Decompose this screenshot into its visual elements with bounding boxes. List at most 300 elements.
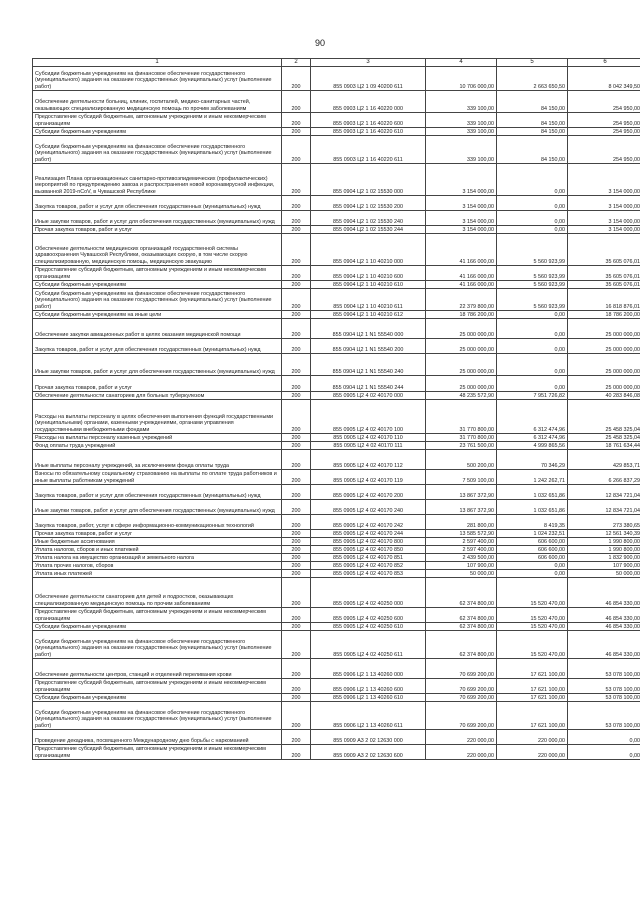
row-kbk: 855 0904 Ц2 1 10 40210 611: [311, 289, 426, 311]
row-plan: 70 699 200,00: [426, 679, 497, 694]
row-plan: 2 597 400,00: [426, 546, 497, 554]
row-executed: 5 560 923,99: [497, 266, 568, 281]
table-row: [33, 196, 640, 211]
row-remaining: 46 854 330,00: [568, 631, 640, 659]
row-plan: 62 374 800,00: [426, 623, 497, 631]
row-remaining: 25 000 000,00: [568, 339, 640, 354]
row-name: Расходы на выплаты персоналу в целях обеспечения выполнения функций государственными (муниципальными) органами, казенными учреждениями, органами управления государственными внебюджетными фондами: [33, 400, 282, 434]
row-remaining: 1 832 900,00: [568, 554, 640, 562]
row-name: Обеспечение деятельности больниц, клиник, госпиталей, медико-санитарных частей, оказывающих специализированную медицинскую помощь по прочим заболеваниям: [33, 91, 282, 113]
row-code: 200: [282, 67, 311, 91]
row-name: Субсидии бюджетным учреждениям на финансовое обеспечение государственного (муниципального) задания на оказание государственных (муниципальных) услуг (выполнение работ): [33, 136, 282, 164]
row-name: Субсидии бюджетным учреждениям на иные цели: [33, 311, 282, 319]
table-row: [33, 694, 640, 702]
row-remaining: 6 266 837,29: [568, 470, 640, 485]
table-row: [33, 376, 640, 392]
row-remaining: 40 283 846,08: [568, 392, 640, 400]
row-code: 200: [282, 196, 311, 211]
row-remaining: 35 605 076,01: [568, 281, 640, 289]
row-code: 200: [282, 434, 311, 442]
row-remaining: 254 950,00: [568, 128, 640, 136]
row-name: Проведение декадника, посвященного Международному дню борьбы с наркоманией: [33, 730, 282, 745]
row-remaining: 35 605 076,01: [568, 234, 640, 266]
table-row: [33, 546, 640, 554]
row-remaining: 12 834 721,04: [568, 500, 640, 515]
row-plan: 23 761 500,00: [426, 442, 497, 450]
table-row: [33, 226, 640, 234]
table-row: [33, 500, 640, 515]
row-executed: 1 024 232,51: [497, 530, 568, 538]
row-remaining: 254 950,00: [568, 136, 640, 164]
row-executed: 17 621 100,00: [497, 679, 568, 694]
table-row: [33, 623, 640, 631]
header-col-5: 5: [497, 59, 568, 67]
row-plan: 70 699 200,00: [426, 694, 497, 702]
row-code: 200: [282, 442, 311, 450]
row-remaining: 273 380,65: [568, 515, 640, 530]
row-remaining: 1 990 800,00: [568, 546, 640, 554]
row-executed: 1 032 651,86: [497, 500, 568, 515]
row-kbk: 855 0903 Ц2 1 16 40220 611: [311, 136, 426, 164]
row-remaining: 3 154 000,00: [568, 164, 640, 196]
row-executed: 0,00: [497, 562, 568, 570]
row-code: 200: [282, 400, 311, 434]
row-code: 200: [282, 128, 311, 136]
row-code: 200: [282, 702, 311, 730]
row-executed: 0,00: [497, 354, 568, 376]
row-remaining: 3 154 000,00: [568, 196, 640, 211]
header-col-2: 2: [282, 59, 311, 67]
table-row: [33, 442, 640, 450]
row-name: Иные закупки товаров, работ и услуг для обеспечения государственных (муниципальных) нужд: [33, 211, 282, 226]
row-remaining: 254 950,00: [568, 113, 640, 128]
row-code: 200: [282, 530, 311, 538]
row-name: Обеспечение закупки авиационных работ в целях оказания медицинской помощи: [33, 319, 282, 339]
row-remaining: 46 854 330,00: [568, 578, 640, 608]
row-kbk: 855 0906 Ц2 1 13 40260 600: [311, 679, 426, 694]
table-row: [33, 234, 640, 266]
row-name: Обеспечение деятельности санаториев для детей и подростков, оказывающих специализированную медицинскую помощь по прочим заболеваниям: [33, 578, 282, 608]
row-remaining: 12 561 340,39: [568, 530, 640, 538]
row-plan: 62 374 800,00: [426, 608, 497, 623]
row-plan: 25 000 000,00: [426, 339, 497, 354]
row-executed: 606 600,00: [497, 554, 568, 562]
row-remaining: 3 154 000,00: [568, 226, 640, 234]
table-row: [33, 570, 640, 578]
row-kbk: 855 0906 Ц2 1 13 40260 000: [311, 659, 426, 679]
row-plan: 62 374 800,00: [426, 578, 497, 608]
page-number: 90: [314, 38, 325, 48]
row-code: 200: [282, 659, 311, 679]
table-row: [33, 339, 640, 354]
row-plan: 2 439 500,00: [426, 554, 497, 562]
row-executed: 15 520 470,00: [497, 578, 568, 608]
row-kbk: 855 0905 Ц2 4 02 40170 112: [311, 450, 426, 470]
row-executed: 0,00: [497, 196, 568, 211]
header-col-1: 1: [33, 59, 282, 67]
row-name: Закупка товаров, работ, услуг в сфере информационно-коммуникационных технологий: [33, 515, 282, 530]
row-kbk: 855 0903 Ц2 1 16 40220 600: [311, 113, 426, 128]
row-remaining: 25 000 000,00: [568, 319, 640, 339]
row-name: Закупка товаров, работ и услуг для обеспечения государственных (муниципальных) нужд: [33, 485, 282, 500]
row-remaining: 53 078 100,00: [568, 659, 640, 679]
row-executed: 2 663 650,50: [497, 67, 568, 91]
row-name: Обеспечение деятельности центров, станций и отделений переливания крови: [33, 659, 282, 679]
row-code: 200: [282, 281, 311, 289]
row-executed: 6 312 474,96: [497, 434, 568, 442]
row-name: Субсидии бюджетным учреждениям: [33, 694, 282, 702]
table-row: [33, 730, 640, 745]
row-code: 200: [282, 485, 311, 500]
header-col-4: 4: [426, 59, 497, 67]
row-executed: 8 419,35: [497, 515, 568, 530]
row-plan: 13 867 372,90: [426, 500, 497, 515]
row-executed: 6 312 474,96: [497, 400, 568, 434]
row-remaining: 0,00: [568, 745, 640, 760]
row-kbk: 855 0905 Ц2 4 02 40170 110: [311, 434, 426, 442]
row-code: 200: [282, 631, 311, 659]
table-row: [33, 485, 640, 500]
row-name: Предоставление субсидий бюджетным, автономным учреждениям и иным некоммерческим организациям: [33, 266, 282, 281]
row-remaining: 1 990 800,00: [568, 538, 640, 546]
row-remaining: 53 078 100,00: [568, 702, 640, 730]
row-name: Иные закупки товаров, работ и услуг для обеспечения государственных (муниципальных) нужд: [33, 354, 282, 376]
row-plan: 41 166 000,00: [426, 234, 497, 266]
table-row: [33, 745, 640, 760]
row-code: 200: [282, 376, 311, 392]
row-kbk: 855 0904 Ц2 1 02 15530 000: [311, 164, 426, 196]
row-plan: 62 374 800,00: [426, 631, 497, 659]
row-name: Субсидии бюджетным учреждениям: [33, 623, 282, 631]
table-row: [33, 354, 640, 376]
row-executed: 17 621 100,00: [497, 659, 568, 679]
table-row: [33, 289, 640, 311]
row-plan: 22 379 800,00: [426, 289, 497, 311]
row-remaining: 18 761 634,44: [568, 442, 640, 450]
row-plan: 70 699 200,00: [426, 702, 497, 730]
header-col-3: 3: [311, 59, 426, 67]
table-row: [33, 562, 640, 570]
row-code: 200: [282, 136, 311, 164]
row-kbk: 855 0905 Ц2 4 02 40170 850: [311, 546, 426, 554]
row-executed: 0,00: [497, 376, 568, 392]
row-kbk: 855 0905 Ц2 4 02 40170 100: [311, 400, 426, 434]
row-remaining: 254 950,00: [568, 91, 640, 113]
row-kbk: 855 0904 Ц2 1 02 15530 200: [311, 196, 426, 211]
row-plan: 48 235 572,90: [426, 392, 497, 400]
row-code: 200: [282, 623, 311, 631]
table-row: [33, 392, 640, 400]
table-row: [33, 164, 640, 196]
row-kbk: 855 0904 Ц2 1 02 15530 240: [311, 211, 426, 226]
row-executed: 606 600,00: [497, 538, 568, 546]
table-row: [33, 631, 640, 659]
row-plan: 13 585 572,90: [426, 530, 497, 538]
row-executed: 84 150,00: [497, 113, 568, 128]
table-row: [33, 434, 640, 442]
row-plan: 25 000 000,00: [426, 319, 497, 339]
row-name: Предоставление субсидий бюджетным, автономным учреждениям и иным некоммерческим организациям: [33, 679, 282, 694]
table-row: [33, 136, 640, 164]
row-code: 200: [282, 164, 311, 196]
row-name: Взносы по обязательному социальному страхованию на выплаты по оплате труда работников и иные выплаты работникам учреждений: [33, 470, 282, 485]
budget-table: [32, 58, 640, 760]
row-name: Предоставление субсидий бюджетным, автономным учреждениям и иным некоммерческим организациям: [33, 608, 282, 623]
row-plan: 70 699 200,00: [426, 659, 497, 679]
row-executed: 84 150,00: [497, 136, 568, 164]
row-name: Субсидии бюджетным учреждениям: [33, 281, 282, 289]
row-kbk: 855 0903 Ц2 1 09 40200 611: [311, 67, 426, 91]
row-kbk: 855 0905 Ц2 4 02 40170 852: [311, 562, 426, 570]
header-col-6: 6: [568, 59, 640, 67]
row-kbk: 855 0904 Ц2 1 N1 55540 200: [311, 339, 426, 354]
row-plan: 10 706 000,00: [426, 67, 497, 91]
table-row: [33, 67, 640, 91]
table-row: [33, 450, 640, 470]
row-remaining: 107 900,00: [568, 562, 640, 570]
row-name: Иные закупки товаров, работ и услуг для обеспечения государственных (муниципальных) нужд: [33, 500, 282, 515]
row-code: 200: [282, 339, 311, 354]
table-row: [33, 578, 640, 608]
table-row: [33, 608, 640, 623]
row-plan: 3 154 000,00: [426, 226, 497, 234]
row-kbk: 855 0904 Ц2 1 10 40210 610: [311, 281, 426, 289]
row-executed: 84 150,00: [497, 128, 568, 136]
row-kbk: 855 0906 Ц2 1 13 40260 611: [311, 702, 426, 730]
row-plan: 3 154 000,00: [426, 211, 497, 226]
row-kbk: 855 0905 Ц2 4 02 40170 851: [311, 554, 426, 562]
row-name: Субсидии бюджетным учреждениям на финансовое обеспечение государственного (муниципального) задания на оказание государственных (муниципальных) услуг (выполнение работ): [33, 631, 282, 659]
row-executed: 0,00: [497, 164, 568, 196]
table-row: [33, 113, 640, 128]
row-name: Закупка товаров, работ и услуг для обеспечения государственных (муниципальных) нужд: [33, 196, 282, 211]
row-plan: 7 509 100,00: [426, 470, 497, 485]
row-kbk: 855 0904 Ц2 1 10 40210 000: [311, 234, 426, 266]
row-name: Уплата иных платежей: [33, 570, 282, 578]
row-plan: 2 597 400,00: [426, 538, 497, 546]
row-name: Закупка товаров, работ и услуг для обеспечения государственных (муниципальных) нужд: [33, 339, 282, 354]
row-kbk: 855 0905 Ц2 4 02 40250 600: [311, 608, 426, 623]
row-code: 200: [282, 500, 311, 515]
row-executed: 5 560 923,99: [497, 234, 568, 266]
table-row: [33, 319, 640, 339]
row-plan: 25 000 000,00: [426, 376, 497, 392]
table-row: [33, 538, 640, 546]
table-row: [33, 266, 640, 281]
row-name: Фонд оплаты труда учреждений: [33, 442, 282, 450]
row-plan: 50 000,00: [426, 570, 497, 578]
row-kbk: 855 0909 А3 2 02 12630 600: [311, 745, 426, 760]
row-name: Субсидии бюджетным учреждениям на финансовое обеспечение государственного (муниципального) задания на оказание государственных (муниципальных) услуг (выполнение работ): [33, 67, 282, 91]
row-code: 200: [282, 319, 311, 339]
row-plan: 3 154 000,00: [426, 164, 497, 196]
row-remaining: 25 458 325,04: [568, 434, 640, 442]
row-executed: 15 520 470,00: [497, 608, 568, 623]
row-executed: 84 150,00: [497, 91, 568, 113]
row-remaining: 25 000 000,00: [568, 354, 640, 376]
row-remaining: 12 834 721,04: [568, 485, 640, 500]
row-name: Субсидии бюджетным учреждениям на финансовое обеспечение государственного (муниципального) задания на оказание государственных (муниципальных) услуг (выполнение работ): [33, 702, 282, 730]
row-plan: 18 786 200,00: [426, 311, 497, 319]
table-row: [33, 554, 640, 562]
row-plan: 339 100,00: [426, 136, 497, 164]
row-plan: 500 200,00: [426, 450, 497, 470]
row-code: 200: [282, 311, 311, 319]
row-code: 200: [282, 730, 311, 745]
row-code: 200: [282, 226, 311, 234]
row-remaining: 25 458 325,04: [568, 400, 640, 434]
row-remaining: 50 000,00: [568, 570, 640, 578]
row-kbk: 855 0903 Ц2 1 16 40220 000: [311, 91, 426, 113]
row-code: 200: [282, 234, 311, 266]
row-remaining: 53 078 100,00: [568, 679, 640, 694]
row-remaining: 18 786 200,00: [568, 311, 640, 319]
row-executed: 0,00: [497, 570, 568, 578]
row-kbk: 855 0904 Ц2 1 02 15530 244: [311, 226, 426, 234]
row-plan: 339 100,00: [426, 128, 497, 136]
row-kbk: 855 0905 Ц2 4 02 40170 000: [311, 392, 426, 400]
row-name: Расходы на выплаты персоналу казенных учреждений: [33, 434, 282, 442]
row-kbk: 855 0904 Ц2 1 10 40210 600: [311, 266, 426, 281]
row-executed: 15 520 470,00: [497, 631, 568, 659]
row-code: 200: [282, 745, 311, 760]
row-name: Реализация Плана организационных санитарно-противоэпидемических (профилактических) мероприятий по предупреждению завоза и распространения новой коронавирусной инфекции, вызванной 2019-nCoV, в Чувашской Республике: [33, 164, 282, 196]
row-kbk: 855 0905 Ц2 4 02 40170 800: [311, 538, 426, 546]
row-name: Обеспечение деятельности санаториев для больных туберкулезом: [33, 392, 282, 400]
row-executed: 5 560 923,99: [497, 281, 568, 289]
row-remaining: 53 078 100,00: [568, 694, 640, 702]
row-executed: 606 600,00: [497, 546, 568, 554]
table-row: [33, 211, 640, 226]
row-name: Уплата прочих налогов, сборов: [33, 562, 282, 570]
row-remaining: 16 818 876,01: [568, 289, 640, 311]
row-kbk: 855 0904 Ц2 1 N1 55540 000: [311, 319, 426, 339]
row-name: Прочая закупка товаров, работ и услуг: [33, 376, 282, 392]
row-name: Субсидии бюджетным учреждениям: [33, 128, 282, 136]
row-code: 200: [282, 570, 311, 578]
row-plan: 31 770 800,00: [426, 434, 497, 442]
row-executed: 17 621 100,00: [497, 702, 568, 730]
row-code: 200: [282, 538, 311, 546]
row-remaining: 0,00: [568, 730, 640, 745]
row-kbk: 855 0905 Ц2 4 02 40250 611: [311, 631, 426, 659]
table-row: [33, 91, 640, 113]
row-executed: 0,00: [497, 339, 568, 354]
row-code: 200: [282, 470, 311, 485]
row-kbk: 855 0905 Ц2 4 02 40170 200: [311, 485, 426, 500]
row-plan: 3 154 000,00: [426, 196, 497, 211]
row-code: 200: [282, 266, 311, 281]
row-plan: 220 000,00: [426, 745, 497, 760]
row-remaining: 46 854 330,00: [568, 623, 640, 631]
row-remaining: 8 042 349,50: [568, 67, 640, 91]
row-kbk: 855 0903 Ц2 1 16 40220 610: [311, 128, 426, 136]
table-header-row: [33, 59, 640, 67]
row-plan: 41 166 000,00: [426, 266, 497, 281]
row-code: 200: [282, 211, 311, 226]
row-kbk: 855 0904 Ц2 1 10 40210 612: [311, 311, 426, 319]
table-row: [33, 400, 640, 434]
row-name: Предоставление субсидий бюджетным, автономным учреждениям и иным некоммерческим организациям: [33, 745, 282, 760]
row-executed: 220 000,00: [497, 745, 568, 760]
table-row: [33, 659, 640, 679]
row-executed: 15 520 470,00: [497, 623, 568, 631]
row-plan: 107 900,00: [426, 562, 497, 570]
row-executed: 17 621 100,00: [497, 694, 568, 702]
row-code: 200: [282, 562, 311, 570]
row-code: 200: [282, 608, 311, 623]
row-executed: 4 999 865,56: [497, 442, 568, 450]
row-executed: 1 032 651,86: [497, 485, 568, 500]
row-code: 200: [282, 679, 311, 694]
row-executed: 0,00: [497, 319, 568, 339]
row-kbk: 855 0904 Ц2 1 N1 55540 244: [311, 376, 426, 392]
table-row: [33, 679, 640, 694]
row-code: 200: [282, 515, 311, 530]
row-plan: 220 000,00: [426, 730, 497, 745]
row-name: Иные бюджетные ассигнования: [33, 538, 282, 546]
row-executed: 0,00: [497, 311, 568, 319]
row-plan: 41 166 000,00: [426, 281, 497, 289]
row-name: Обеспечение деятельности медицинских организаций государственной системы здравоохранения Чувашской Республики, оказывающих скорую, в том числе скорую специализированную, медицинскую помощь, медицинскую эвакуацию: [33, 234, 282, 266]
row-name: Уплата налогов, сборов и иных платежей: [33, 546, 282, 554]
row-code: 200: [282, 578, 311, 608]
row-name: Субсидии бюджетным учреждениям на финансовое обеспечение государственного (муниципального) задания на оказание государственных (муниципальных) услуг (выполнение работ): [33, 289, 282, 311]
row-name: Предоставление субсидий бюджетным, автономным учреждениям и иным некоммерческим организациям: [33, 113, 282, 128]
row-code: 200: [282, 392, 311, 400]
row-kbk: 855 0904 Ц2 1 N1 55540 240: [311, 354, 426, 376]
table-row: [33, 530, 640, 538]
row-executed: 7 951 726,82: [497, 392, 568, 400]
row-code: 200: [282, 694, 311, 702]
table-row: [33, 281, 640, 289]
row-plan: 281 800,00: [426, 515, 497, 530]
table-row: [33, 128, 640, 136]
row-name: Прочая закупка товаров, работ и услуг: [33, 530, 282, 538]
row-code: 200: [282, 450, 311, 470]
row-code: 200: [282, 113, 311, 128]
row-code: 200: [282, 354, 311, 376]
row-executed: 0,00: [497, 211, 568, 226]
row-remaining: 429 853,71: [568, 450, 640, 470]
row-remaining: 3 154 000,00: [568, 211, 640, 226]
row-code: 200: [282, 554, 311, 562]
row-name: Иные выплаты персоналу учреждений, за исключением фонда оплаты труда: [33, 450, 282, 470]
row-remaining: 25 000 000,00: [568, 376, 640, 392]
row-remaining: 35 605 076,01: [568, 266, 640, 281]
row-kbk: 855 0905 Ц2 4 02 40170 119: [311, 470, 426, 485]
row-code: 200: [282, 546, 311, 554]
row-executed: 0,00: [497, 226, 568, 234]
row-executed: 1 242 262,71: [497, 470, 568, 485]
row-name: Прочая закупка товаров, работ и услуг: [33, 226, 282, 234]
row-code: 200: [282, 289, 311, 311]
row-plan: 13 867 372,90: [426, 485, 497, 500]
row-kbk: 855 0905 Ц2 4 02 40250 610: [311, 623, 426, 631]
row-plan: 339 100,00: [426, 91, 497, 113]
row-plan: 339 100,00: [426, 113, 497, 128]
row-kbk: 855 0905 Ц2 4 02 40170 111: [311, 442, 426, 450]
row-code: 200: [282, 91, 311, 113]
row-kbk: 855 0905 Ц2 4 02 40170 242: [311, 515, 426, 530]
row-plan: 25 000 000,00: [426, 354, 497, 376]
row-kbk: 855 0906 Ц2 1 13 40260 610: [311, 694, 426, 702]
table-row: [33, 470, 640, 485]
row-kbk: 855 0905 Ц2 4 02 40170 244: [311, 530, 426, 538]
row-remaining: 46 854 330,00: [568, 608, 640, 623]
row-executed: 5 560 923,99: [497, 289, 568, 311]
table-row: [33, 311, 640, 319]
